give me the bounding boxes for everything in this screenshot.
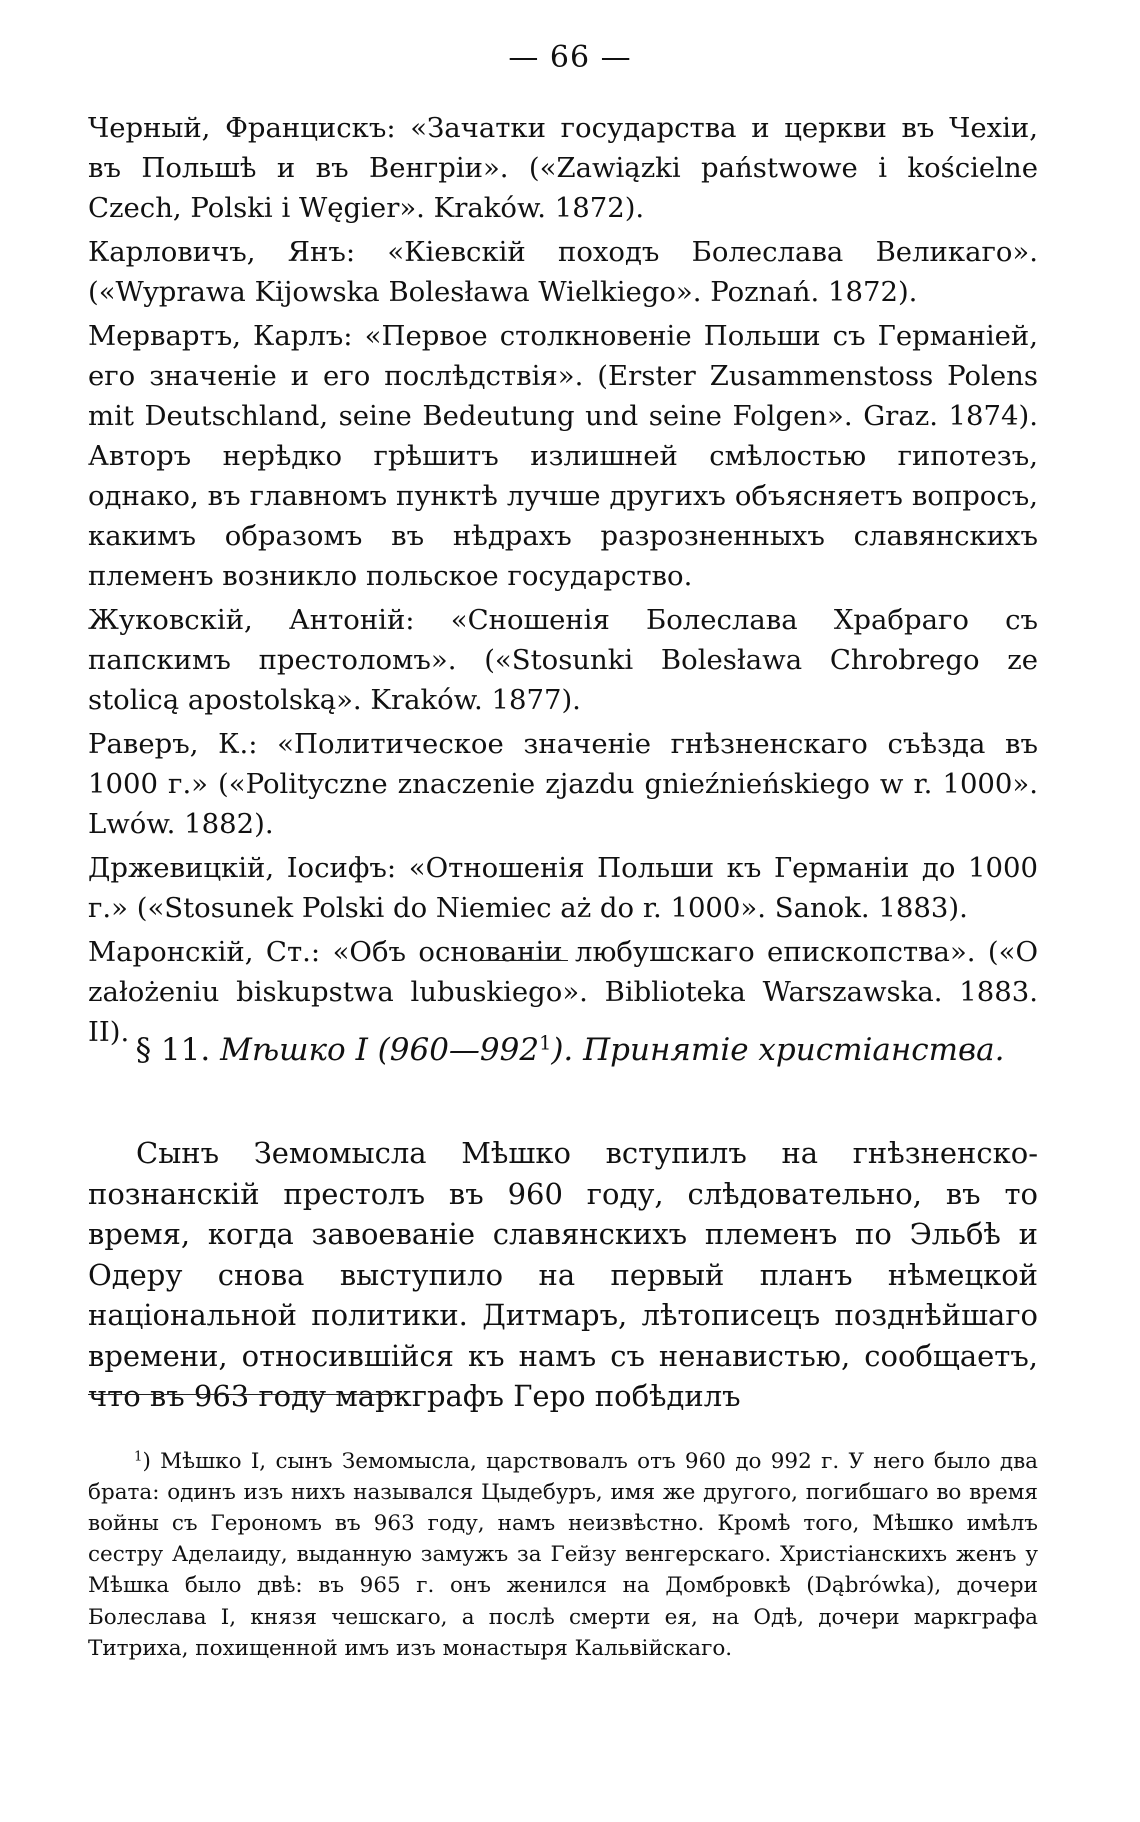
footnote-reference: 1 [539, 1031, 552, 1055]
footnote [88, 1446, 1038, 1664]
bib-text: «Сношенія Болеслава Храбраго съ папскимъ престоломъ». («Stosunki Bolesława Chrobrego ze stolicą apostolską». Kraków. 1877). [88, 604, 1038, 716]
footnote-text: ) Мѣшко I, сынъ Земомысла, царствовалъ отъ 960 до 992 г. У него было два брата: одинъ изъ нихъ назывался Цыдебуръ, имя же другого, погибшаго во время войны съ Герономъ въ 963 году, намъ неизвѣстно. Кромѣ того, Мѣшко имѣлъ сестру Аделаиду, выданную замужъ за Гейзу венгерскаго. Христіанскихъ женъ у Мѣшка было двѣ: въ 965 г. онъ женился на Домбровкѣ (Dąbrówka), дочери Болеслава I, князя чешскаго, а послѣ смерти ея, на Одѣ, дочери маркграфа Титриха, похищенной имъ изъ монастыря Кальвійскаго. [88, 1448, 1038, 1661]
bib-author: Маронскій, Ст.: [88, 936, 321, 968]
section-divider [478, 960, 568, 961]
bibliography-entry [88, 316, 1038, 596]
footnote-mark: 1 [134, 1449, 143, 1465]
bibliography-entry [88, 848, 1038, 928]
page-number: — 66 — [508, 40, 632, 75]
bib-author: Држевицкій, Іосифъ: [88, 852, 397, 884]
bib-author: Черный, Францискъ: [88, 112, 396, 144]
bibliography [88, 108, 1038, 1056]
bibliography-entry [88, 108, 1038, 228]
bib-author: Раверъ, К.: [88, 728, 258, 760]
footnote-rule [88, 1394, 400, 1395]
bib-text: «Объ основаніи любушскаго епископства». («O założeniu biskupstwa lubuskiego». Biblioteka Warszawska. 1883. II). [88, 936, 1039, 1048]
bibliography-entry [88, 232, 1038, 312]
bibliography-entry [88, 724, 1038, 844]
main-paragraph: Сынъ Земомысла Мѣшко вступилъ на гнѣзненско-познанскій престолъ въ 960 году, слѣдовательно, въ то время, когда завоеваніе славянскихъ племенъ по Эльбѣ и Одеру снова выступило на первый планъ нѣмецкой національной политики. Дитмаръ, лѣтописецъ позднѣйшаго времени, относившійся къ намъ съ ненавистью, сообщаетъ, что въ 963 году маркграфъ Геро побѣдилъ [88, 1136, 1038, 1413]
bib-author: Жуковскій, Антоній: [88, 604, 415, 636]
bib-text: «Отношенія Польши къ Германіи до 1000 г.» («Stosunek Polski do Niemiec aż do r. 1000». Sanok. 1883). [88, 852, 1038, 924]
bib-author: Мервартъ, Карлъ: [88, 320, 353, 352]
section-title-part: ). Принятіе христіанства. [551, 1032, 1005, 1068]
bib-text: «Первое столкновеніе Польши съ Германіей, его значеніе и его послѣдствія». (Erster Zusammenstoss Polens mit Deutschland, seine Bedeutung und seine Folgen». Graz. 1874). Авторъ нерѣдко грѣшитъ излишней смѣлостью гипотезъ, однако, въ главномъ пунктѣ лучше другихъ объясняетъ вопросъ, какимъ образомъ въ нѣдрахъ разрозненныхъ славянскихъ племенъ возникло польское государство. [88, 320, 1038, 592]
bib-author: Карловичъ, Янъ: [88, 236, 356, 268]
bib-text: «Политическое значеніе гнѣзненскаго съѣзда въ 1000 г.» («Polityczne znaczenie zjazdu gnieźnieńskiego w r. 1000». Lwów. 1882). [88, 728, 1039, 840]
bib-text: «Зачатки государства и церкви въ Чехіи, въ Польшѣ и въ Венгріи». («Zawiązki państwowe i kościelne Czech, Polski i Węgier». Kraków. 1872). [88, 112, 1038, 224]
section-heading [0, 1032, 1140, 1068]
section-title-part: Мѣшко I (960—992 [220, 1032, 540, 1068]
bibliography-entry [88, 600, 1038, 720]
bib-text: «Кіевскій походъ Болеслава Великаго». («Wyprawa Kijowska Bolesława Wielkiego». Poznań. 1872). [88, 236, 1038, 308]
section-number: § 11. [135, 1032, 211, 1068]
